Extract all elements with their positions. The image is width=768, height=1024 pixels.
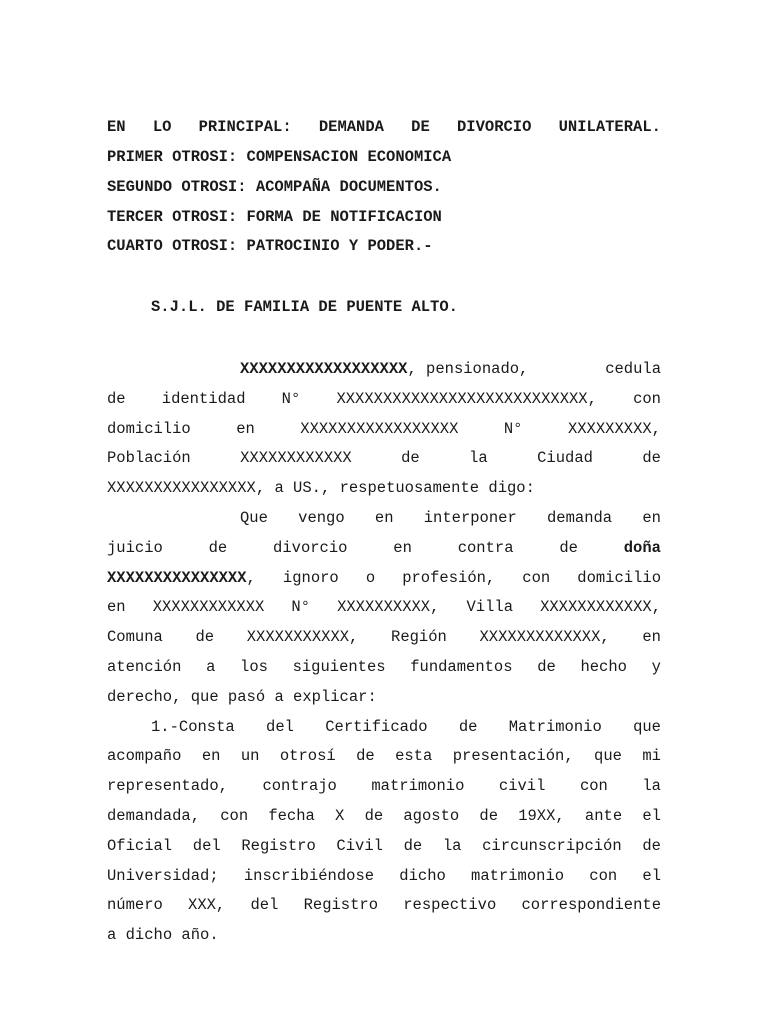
body-word: ignoro	[282, 568, 339, 587]
body-line	[107, 534, 661, 564]
body-word: Matrimonio	[508, 717, 602, 736]
heading-principal-word: PRINCIPAL:	[198, 118, 292, 136]
body-word: número	[107, 896, 163, 915]
body-word: de	[642, 449, 661, 468]
body-word: civil	[498, 777, 546, 796]
body-word: que	[633, 717, 661, 736]
body-word: Oficial	[107, 836, 173, 855]
body-word: Región	[391, 628, 447, 647]
body-word: de	[107, 389, 126, 408]
body-word: y	[651, 657, 661, 676]
body-word: de	[208, 538, 228, 557]
body-word: demanda	[546, 508, 613, 527]
body-word: identidad	[161, 389, 246, 408]
body-word: a	[206, 657, 216, 676]
body-word: del	[192, 836, 221, 855]
body-line	[107, 683, 661, 713]
body-word: demandada,	[107, 806, 201, 825]
body-line	[107, 474, 661, 504]
body-word: esta	[395, 747, 433, 766]
heading-primer-otrosi: PRIMER OTROSI: COMPENSACION ECONOMICA	[107, 148, 452, 166]
body-word: en	[642, 508, 661, 527]
document-body	[107, 355, 661, 951]
body-word: agosto	[403, 806, 460, 825]
body-word: ante	[584, 806, 623, 825]
body-word: Población	[107, 449, 191, 468]
heading-principal-word: DE	[411, 118, 430, 136]
court-addressee: S.J.L. DE FAMILIA DE PUENTE ALTO.	[151, 298, 458, 316]
body-word: N°	[281, 389, 301, 408]
body-word: profesión,	[402, 568, 496, 587]
body-line	[107, 802, 661, 832]
body-word: de	[479, 806, 498, 825]
body-word: con	[220, 806, 249, 825]
body-word: en	[201, 747, 221, 766]
body-word: de	[195, 628, 215, 647]
body-word: Comuna	[107, 628, 163, 647]
body-line	[107, 832, 661, 862]
body-word: Certificado	[325, 717, 428, 736]
body-word: de	[458, 717, 478, 736]
body-word: N°	[503, 419, 523, 438]
body-line	[107, 385, 661, 415]
body-word	[624, 534, 661, 564]
body-word: un	[240, 747, 260, 766]
body-word: juicio	[107, 538, 163, 557]
party-name: XXXXXXXXXXXXXXX	[107, 568, 247, 587]
body-word: pasó	[227, 687, 266, 706]
body-line	[107, 891, 661, 921]
body-word: acompaño	[107, 747, 182, 766]
body-word: a	[107, 926, 117, 945]
body-word: de	[356, 747, 375, 766]
body-word: circunscripción	[482, 836, 622, 855]
body-word: de	[537, 657, 556, 676]
body-word: representado,	[107, 777, 228, 796]
body-word: 1.-Consta	[151, 717, 235, 736]
body-word: Registro	[241, 836, 316, 855]
body-word: cedula	[605, 360, 661, 378]
body-word: explicar:	[293, 687, 377, 706]
body-line	[107, 504, 661, 534]
body-word: año.	[181, 926, 219, 945]
body-word: de	[364, 806, 384, 825]
body-word: en	[393, 538, 412, 557]
body-line	[107, 593, 661, 623]
body-word: que	[594, 747, 622, 766]
body-line	[107, 415, 661, 445]
body-word: Civil	[336, 836, 383, 855]
body-word: el	[642, 806, 661, 825]
body-word	[240, 355, 528, 385]
body-word: ,	[246, 568, 256, 587]
body-word: otrosí	[279, 747, 336, 766]
body-word: del	[250, 896, 279, 915]
body-word: XXXXXXXXXXXXXXXXX	[300, 419, 459, 438]
body-word: XXXXXXXXXXXXXXXXXXXXXXXXXXX,	[336, 389, 597, 408]
body-word: a	[274, 687, 284, 706]
body-line	[107, 355, 661, 385]
body-word: domicilio	[577, 568, 661, 587]
heading-segundo-otrosi: SEGUNDO OTROSI: ACOMPAÑA DOCUMENTOS.	[107, 178, 442, 196]
body-word: atención	[107, 657, 182, 676]
body-word: , pensionado,	[407, 360, 529, 378]
body-line	[107, 444, 661, 474]
body-word: Universidad;	[107, 866, 219, 885]
body-word: inscribiéndose	[243, 866, 375, 885]
body-word: en	[236, 419, 255, 438]
body-line	[107, 564, 661, 594]
body-word: que	[190, 687, 219, 706]
body-word: dicho	[125, 926, 173, 945]
body-line	[107, 742, 661, 772]
heading-cuarto-otrosi: CUARTO OTROSI: PATROCINIO Y PODER.-	[107, 237, 433, 255]
body-word: X	[335, 806, 345, 825]
body-word: digo:	[488, 479, 535, 498]
body-line	[107, 772, 661, 802]
body-word: Ciudad	[537, 449, 593, 468]
body-word: Que	[240, 508, 268, 527]
body-word: XXXXXXXXXXXX	[240, 449, 352, 468]
body-word: matrimonio	[371, 777, 465, 796]
body-word: de	[642, 836, 661, 855]
body-word: contrajo	[262, 777, 337, 796]
body-word: XXXXXXXXXXXX	[152, 598, 265, 617]
body-word: XXXXXXXXX,	[567, 419, 661, 438]
heading-principal-word: DEMANDA	[318, 118, 384, 136]
body-word: interponer	[423, 508, 517, 527]
body-line	[107, 921, 661, 951]
body-word: presentación,	[452, 747, 574, 766]
body-word: mi	[642, 747, 661, 766]
heading-principal-word: EN	[107, 118, 126, 136]
body-word: o	[365, 568, 376, 587]
body-word	[107, 564, 256, 594]
body-line	[107, 713, 661, 743]
body-line	[107, 623, 661, 653]
body-word: en	[107, 598, 126, 617]
party-name: XXXXXXXXXXXXXXXXXX	[240, 360, 408, 378]
body-word: siguientes	[292, 657, 386, 676]
body-word: fundamentos	[410, 657, 513, 676]
body-word: la	[469, 449, 488, 468]
body-word: la	[442, 836, 462, 855]
heading-principal-word: LO	[152, 118, 172, 136]
body-word: fecha	[268, 806, 315, 825]
body-word: Villa	[466, 598, 513, 617]
heading-principal-word: DIVORCIO	[456, 118, 532, 136]
body-word: con	[579, 777, 608, 796]
body-word: hecho	[580, 657, 627, 676]
body-word: N°	[291, 598, 310, 617]
body-line	[107, 653, 661, 683]
body-word: en	[374, 508, 394, 527]
body-word: los	[240, 657, 268, 676]
body-word: del	[266, 717, 294, 736]
body-word: en	[642, 628, 661, 647]
body-word: con	[522, 568, 551, 587]
body-word: XXXXXXXXXXXXX,	[479, 628, 610, 647]
body-word: respetuosamente	[339, 479, 480, 498]
body-word: XXXXXXXXXXX,	[246, 628, 359, 647]
body-word: XXXXXXXXXX,	[337, 598, 440, 617]
party-name: doña	[623, 538, 661, 557]
body-word: derecho,	[107, 687, 182, 706]
body-word: XXXXXXXXXXXX,	[540, 598, 661, 617]
body-word: de	[559, 538, 578, 557]
heading-principal-word: UNILATERAL.	[558, 118, 661, 136]
body-word: contra	[457, 538, 514, 557]
body-word: correspondiente	[521, 896, 661, 915]
body-line	[107, 862, 661, 892]
body-word: XXXXXXXXXXXXXXXX,	[107, 479, 266, 498]
heading-tercer-otrosi: TERCER OTROSI: FORMA DE NOTIFICACION	[107, 208, 442, 226]
body-word: vengo	[298, 508, 345, 527]
body-word: la	[642, 777, 661, 796]
body-word: a	[274, 479, 284, 498]
body-word: con	[589, 866, 618, 885]
body-word: el	[642, 866, 661, 885]
body-word: matrimonio	[471, 866, 565, 885]
body-word: 19XX,	[518, 806, 565, 825]
body-word: Registro	[303, 896, 379, 915]
body-word: de	[403, 836, 423, 855]
body-word: domicilio	[107, 419, 191, 438]
body-word: US.,	[293, 479, 331, 498]
heading-principal	[107, 118, 661, 136]
body-word: divorcio	[273, 538, 348, 557]
body-word: de	[401, 449, 420, 468]
body-word: XXX,	[188, 896, 226, 915]
body-word: dicho	[399, 866, 446, 885]
body-word: con	[633, 389, 661, 408]
body-word: respectivo	[403, 896, 497, 915]
